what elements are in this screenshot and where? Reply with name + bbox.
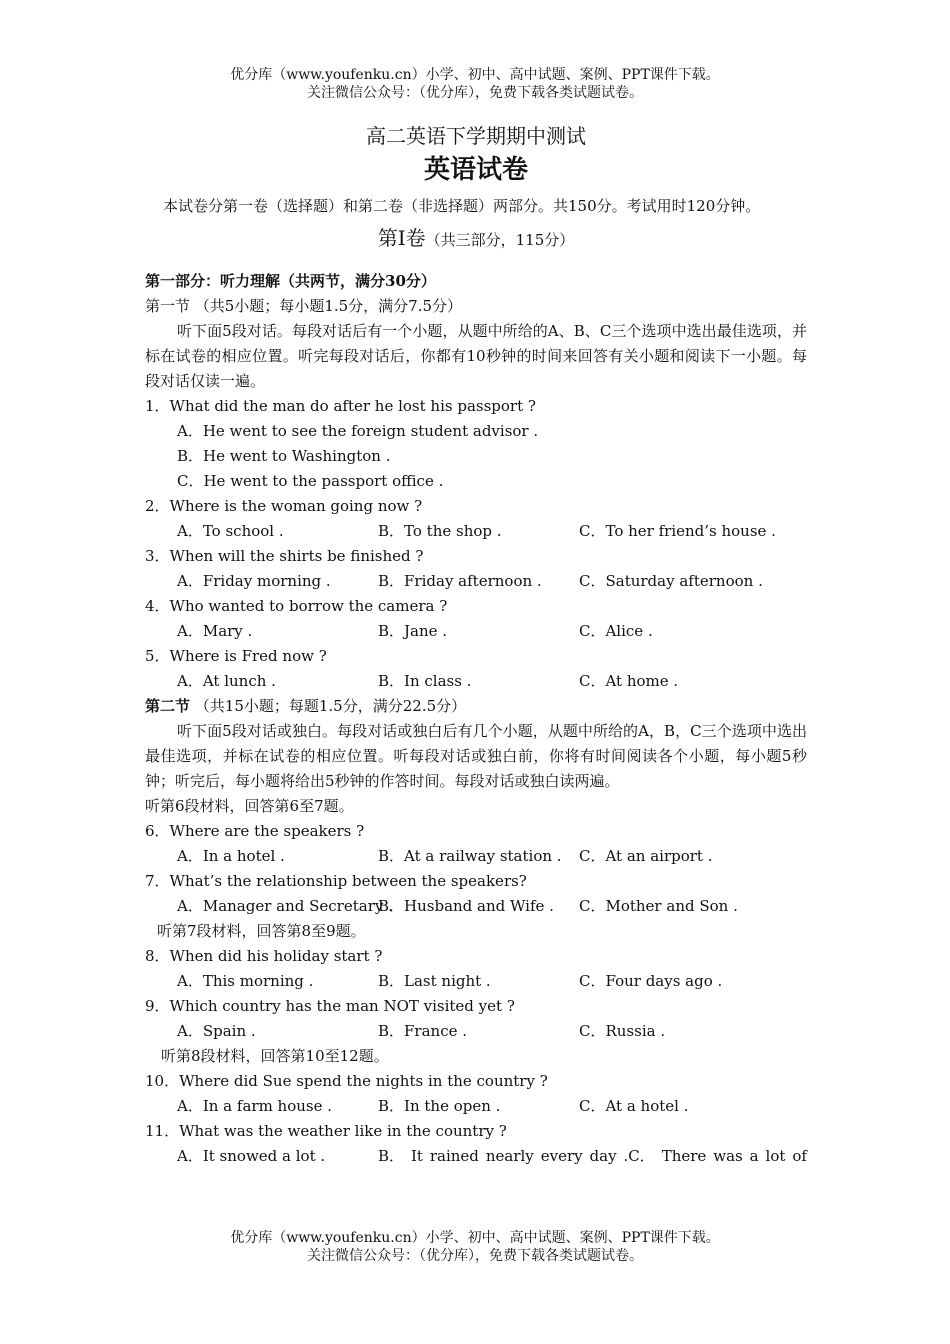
q11-option-bc xyxy=(378,1144,807,1169)
section1-instruction: 听下面5段对话。每段对话后有一个小题，从题中所给的A、B、C三个选项中选出最佳选项，并标在试卷的相应位置。听完每段对话后，你都有10秒钟的时间来回答有关小题和阅读下一小题。每段对话仅读一遍。 xyxy=(145,322,807,390)
q10-option-b: B．In the open . xyxy=(378,1097,501,1115)
q8-options xyxy=(145,969,807,994)
q7-option-c: C．Mother and Son . xyxy=(579,897,738,915)
footer-line-2: 关注微信公众号：（优分库），免费下载各类试题试卷。 xyxy=(307,1248,643,1264)
q9-option-c: C．Russia . xyxy=(579,1022,666,1040)
q11-word: lot xyxy=(765,1147,786,1165)
q2-option-a: A．To school . xyxy=(177,522,284,540)
question-7: 7．What’s the relationship between the speakers? xyxy=(145,872,527,890)
question-10: 10．Where did Sue spend the nights in the country ? xyxy=(145,1072,548,1090)
material-6: 听第6段材料，回答第6至7题。 xyxy=(145,797,354,815)
q1-option-a: A．He went to see the foreign student advisor . xyxy=(177,422,539,440)
volume-note: （共三部分，115分） xyxy=(425,231,575,249)
material-7: 听第7段材料，回答第8至9题。 xyxy=(157,922,366,940)
q3-option-b: B．Friday afternoon . xyxy=(378,572,542,590)
q11-word: a xyxy=(749,1147,759,1165)
q11-word: was xyxy=(713,1147,743,1165)
q5-option-a: A．At lunch . xyxy=(177,672,276,690)
part1-heading: 第一部分：听力理解（共两节，满分30分） xyxy=(145,272,436,290)
q8-option-c: C．Four days ago . xyxy=(579,972,723,990)
question-2: 2．Where is the woman going now ? xyxy=(145,497,423,515)
page-header xyxy=(0,66,950,102)
q1-option-b: B．He went to Washington . xyxy=(177,447,391,465)
q6-option-b: B．At a railway station . xyxy=(378,847,562,865)
q3-options xyxy=(145,569,807,594)
q5-option-b: B．In class . xyxy=(378,672,472,690)
q5-options xyxy=(145,669,807,694)
q4-option-b: B．Jane . xyxy=(378,622,448,640)
q2-options xyxy=(145,519,807,544)
q11-word: B． xyxy=(378,1147,405,1165)
q2-option-b: B．To the shop . xyxy=(378,522,502,540)
q4-option-a: A．Mary . xyxy=(177,622,253,640)
q9-option-b: B．France . xyxy=(378,1022,468,1040)
q6-option-a: A．In a hotel . xyxy=(177,847,285,865)
q4-options xyxy=(145,619,807,644)
q8-option-a: A．This morning . xyxy=(177,972,314,990)
q10-option-a: A．In a farm house . xyxy=(177,1097,333,1115)
section2-instruction: 听下面5段对话或独白。每段对话或独白后有几个小题，从题中所给的A，B，C三个选项中选出最佳选项，并标在试卷的相应位置。听每段对话或独白前，你将有时间阅读各个小题，每小题5秒钟；听完后，每小题将给出5秒钟的作答时间。每段对话或独白读两遍。 xyxy=(145,722,807,790)
question-11: 11．What was the weather like in the country ? xyxy=(145,1122,507,1140)
q11-word: nearly xyxy=(485,1147,534,1165)
material-8: 听第8段材料，回答第10至12题。 xyxy=(161,1047,389,1065)
volume-label: 第Ⅰ卷 xyxy=(377,226,426,250)
section2-heading xyxy=(145,694,807,719)
exam-title: 高二英语下学期期中测试 xyxy=(366,124,586,148)
footer-line-1: 优分库（www.youfenku.cn）小学、初中、高中试题、案例、PPT课件下载。 xyxy=(230,1230,720,1246)
q7-options xyxy=(145,894,807,919)
q10-option-c: C．At a hotel . xyxy=(579,1097,689,1115)
exam-content xyxy=(145,122,807,1169)
exam-intro: 本试卷分第一卷（选择题）和第二卷（非选择题）两部分。共150分。考试用时120分钟。 xyxy=(163,197,761,215)
q9-option-a: A．Spain . xyxy=(177,1022,256,1040)
q7-option-b: B．Husband and Wife . xyxy=(378,897,554,915)
question-8: 8．When did his holiday start ? xyxy=(145,947,383,965)
q8-option-b: B．Last night . xyxy=(378,972,491,990)
question-1: 1．What did the man do after he lost his passport ? xyxy=(145,397,536,415)
q1-option-c: C．He went to the passport office . xyxy=(177,472,444,490)
q11-word: of xyxy=(792,1147,807,1165)
question-3: 3．When will the shirts be finished ? xyxy=(145,547,424,565)
q2-option-c: C．To her friend’s house . xyxy=(579,522,776,540)
question-4: 4．Who wanted to borrow the camera ? xyxy=(145,597,448,615)
q3-option-c: C．Saturday afternoon . xyxy=(579,572,763,590)
header-line-1: 优分库（www.youfenku.cn）小学、初中、高中试题、案例、PPT课件下载。 xyxy=(230,67,720,83)
q6-options xyxy=(145,844,807,869)
section2-heading-label: 第二节 xyxy=(145,697,191,715)
q11-word: rained xyxy=(429,1147,479,1165)
section2-heading-note: （共15小题；每题1.5分，满分22.5分） xyxy=(190,697,467,715)
exam-subtitle: 英语试卷 xyxy=(423,155,528,185)
q9-options xyxy=(145,1019,807,1044)
q11-word: There xyxy=(661,1147,707,1165)
q10-options xyxy=(145,1094,807,1119)
header-line-2: 关注微信公众号：（优分库），免费下载各类试题试卷。 xyxy=(307,85,643,101)
q4-option-c: C．Alice . xyxy=(579,622,653,640)
question-6: 6．Where are the speakers ? xyxy=(145,822,365,840)
page-footer xyxy=(0,1229,950,1265)
q11-word: every xyxy=(540,1147,583,1165)
question-5: 5．Where is Fred now ? xyxy=(145,647,327,665)
q5-option-c: C．At home . xyxy=(579,672,679,690)
q6-option-c: C．At an airport . xyxy=(579,847,713,865)
q3-option-a: A．Friday morning . xyxy=(177,572,331,590)
q11-word: It xyxy=(410,1147,423,1165)
q7-option-a: A．Manager and Secretary . xyxy=(177,897,393,915)
q11-word: .C． xyxy=(623,1147,655,1165)
volume-heading xyxy=(145,223,807,255)
section1-heading: 第一节 （共5小题；每小题1.5分，满分7.5分） xyxy=(145,297,463,315)
q11-word: day xyxy=(589,1147,617,1165)
q11-option-a: A．It snowed a lot . xyxy=(177,1147,326,1165)
q11-options xyxy=(145,1144,807,1169)
question-9: 9．Which country has the man NOT visited yet ? xyxy=(145,997,515,1015)
